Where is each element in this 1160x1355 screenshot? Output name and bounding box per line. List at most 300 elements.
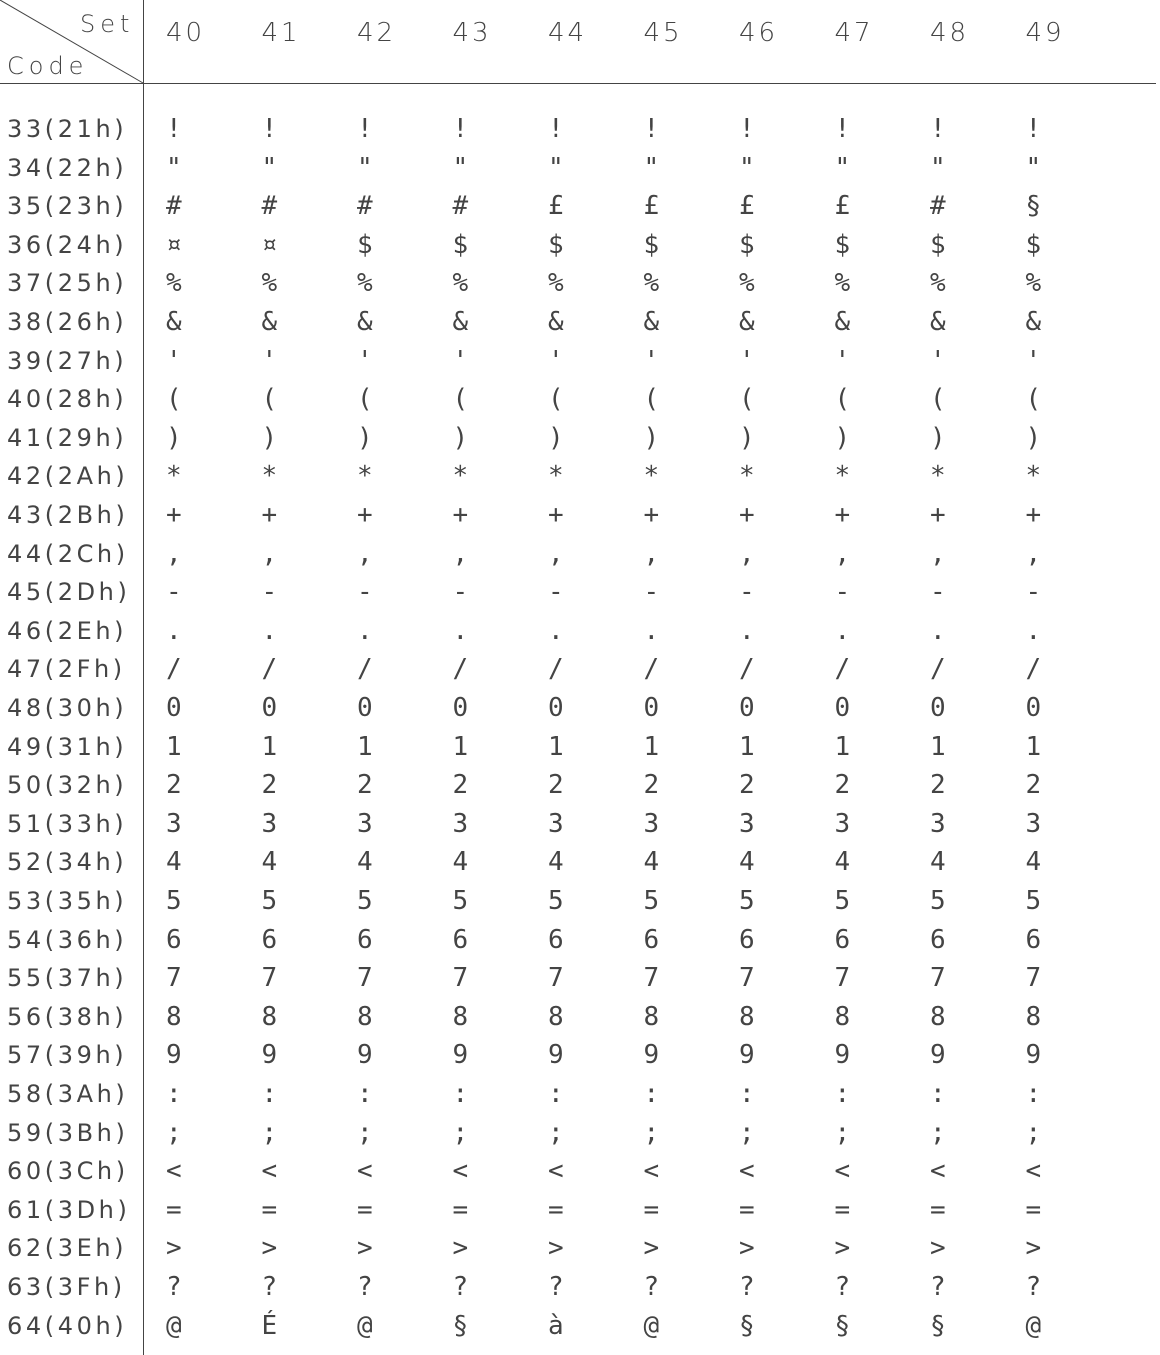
char-cell: 8 — [834, 1001, 851, 1032]
char-cell: . — [739, 615, 755, 646]
char-cell: : — [357, 1079, 373, 1109]
char-cell: % — [930, 268, 946, 299]
char-cell: ) — [166, 422, 182, 453]
char-cell: 3 — [166, 808, 182, 839]
char-cell: + — [643, 500, 660, 530]
char-cell: ; — [166, 1117, 182, 1148]
char-cell: § — [452, 1310, 469, 1341]
char-cell: " — [452, 152, 469, 183]
set-header-44: 44 — [548, 18, 588, 48]
char-cell: = — [643, 1194, 660, 1225]
char-cell: - — [834, 577, 851, 608]
row-code-label: 43(2Bh) — [7, 501, 129, 529]
char-cell: . — [166, 615, 182, 646]
char-cell: 9 — [834, 1040, 851, 1071]
char-cell: 0 — [166, 693, 182, 723]
char-cell: 8 — [548, 1001, 564, 1032]
char-cell: * — [548, 461, 564, 492]
char-cell: - — [452, 577, 469, 608]
char-cell: ) — [452, 422, 469, 453]
char-cell: > — [739, 1233, 755, 1264]
char-cell: 6 — [357, 924, 373, 955]
row-code-label: 39(27h) — [7, 346, 128, 375]
char-cell: 6 — [548, 924, 564, 955]
char-cell: = — [1025, 1194, 1042, 1225]
char-cell: ! — [930, 114, 946, 144]
row-code-label: 34(22h) — [7, 153, 128, 182]
row-code-label: 49(31h) — [7, 732, 128, 761]
code-axis-label: Code — [7, 52, 89, 80]
row-code-label: 46(2Eh) — [7, 616, 128, 645]
char-cell: ' — [452, 345, 469, 376]
char-cell: 2 — [1025, 770, 1042, 801]
char-cell: 0 — [930, 693, 946, 723]
char-cell: 2 — [834, 770, 851, 801]
char-cell: 0 — [452, 693, 469, 723]
char-cell: < — [739, 1156, 755, 1187]
char-cell: : — [548, 1079, 564, 1109]
code-column-divider — [143, 0, 144, 1355]
char-cell: = — [166, 1194, 182, 1225]
char-cell: 2 — [930, 770, 946, 801]
char-cell: ( — [261, 384, 278, 415]
set-header-48: 48 — [930, 18, 970, 48]
char-cell: 7 — [166, 963, 182, 994]
char-cell: 8 — [930, 1001, 946, 1032]
char-cell: 1 — [548, 731, 564, 762]
char-cell: : — [643, 1079, 660, 1109]
row-code-label: 60(3Ch) — [7, 1157, 129, 1186]
char-cell: : — [452, 1079, 469, 1109]
char-cell: 6 — [1025, 924, 1042, 955]
char-cell: * — [452, 461, 469, 492]
char-cell: 1 — [739, 731, 755, 762]
char-cell: % — [739, 268, 755, 299]
row-code-label: 51(33h) — [7, 809, 128, 838]
char-cell: 4 — [739, 847, 755, 878]
char-cell: $ — [452, 229, 469, 260]
char-cell: 8 — [166, 1001, 182, 1032]
char-cell: $ — [834, 229, 851, 260]
char-cell: 9 — [452, 1040, 469, 1071]
char-cell: < — [452, 1156, 469, 1187]
char-cell: ' — [261, 345, 278, 376]
char-cell: % — [166, 268, 182, 299]
char-cell: ! — [739, 114, 755, 144]
char-cell: . — [643, 615, 660, 646]
char-cell: $ — [1025, 229, 1042, 260]
char-cell: + — [1025, 500, 1042, 530]
char-cell: . — [1025, 615, 1042, 646]
char-cell: & — [930, 307, 946, 337]
char-cell: ( — [166, 384, 182, 415]
char-cell: 9 — [357, 1040, 373, 1071]
char-cell: > — [834, 1233, 851, 1264]
row-code-label: 52(34h) — [7, 848, 128, 877]
char-cell: + — [739, 500, 755, 530]
char-cell: $ — [548, 229, 564, 260]
char-cell: ; — [643, 1117, 660, 1148]
char-cell: 9 — [739, 1040, 755, 1071]
char-cell: 4 — [834, 847, 851, 878]
char-cell: & — [834, 307, 851, 337]
char-cell: ¤ — [166, 229, 182, 260]
char-cell: % — [548, 268, 564, 299]
char-cell: . — [261, 615, 278, 646]
set-header-49: 49 — [1025, 18, 1065, 48]
char-cell: 3 — [357, 808, 373, 839]
char-cell: 5 — [643, 886, 660, 916]
char-cell: 9 — [643, 1040, 660, 1071]
char-cell: @ — [166, 1310, 182, 1341]
char-cell: 4 — [357, 847, 373, 878]
char-cell: 9 — [166, 1040, 182, 1071]
row-code-label: 37(25h) — [7, 269, 128, 298]
char-cell: ; — [452, 1117, 469, 1148]
set-header-47: 47 — [834, 18, 874, 48]
char-cell: ? — [357, 1272, 373, 1302]
char-cell: * — [357, 461, 373, 492]
char-cell: " — [643, 152, 660, 183]
char-cell: / — [452, 654, 469, 685]
char-cell: ; — [548, 1117, 564, 1148]
char-cell: & — [643, 307, 660, 337]
char-cell: 6 — [643, 924, 660, 955]
char-cell: - — [1025, 577, 1042, 608]
char-cell: > — [643, 1233, 660, 1264]
char-cell: : — [166, 1079, 182, 1109]
char-cell: ) — [739, 422, 755, 453]
char-cell: & — [548, 307, 564, 337]
char-cell: - — [548, 577, 564, 608]
char-cell: 3 — [643, 808, 660, 839]
char-cell: 4 — [548, 847, 564, 878]
char-cell: % — [1025, 268, 1042, 299]
header-row-divider — [0, 83, 1156, 84]
char-cell: > — [166, 1233, 182, 1264]
char-cell: . — [930, 615, 946, 646]
char-cell: ' — [643, 345, 660, 376]
char-cell: ! — [548, 114, 564, 144]
char-cell: 5 — [166, 886, 182, 916]
char-cell: / — [1025, 654, 1042, 685]
char-cell: ' — [834, 345, 851, 376]
char-cell: 3 — [739, 808, 755, 839]
char-cell: 1 — [834, 731, 851, 762]
char-cell: " — [548, 152, 564, 183]
char-cell: # — [166, 191, 182, 222]
char-cell: 7 — [930, 963, 946, 994]
char-cell: ? — [166, 1272, 182, 1302]
char-cell: = — [739, 1194, 755, 1225]
char-cell: : — [834, 1079, 851, 1109]
char-cell: & — [357, 307, 373, 337]
char-cell: - — [739, 577, 755, 608]
char-cell: 6 — [834, 924, 851, 955]
char-cell: ) — [261, 422, 278, 453]
char-cell: 2 — [166, 770, 182, 801]
char-cell: ( — [930, 384, 946, 415]
char-cell: . — [357, 615, 373, 646]
char-cell: - — [643, 577, 660, 608]
char-cell: 2 — [357, 770, 373, 801]
char-cell: £ — [739, 191, 755, 222]
char-cell: § — [739, 1310, 755, 1341]
char-cell: 0 — [261, 693, 278, 723]
char-cell: 0 — [1025, 693, 1042, 723]
row-code-label: 47(2Fh) — [7, 655, 126, 684]
char-cell: 7 — [357, 963, 373, 994]
row-code-label: 63(3Fh) — [7, 1273, 126, 1301]
char-cell: # — [357, 191, 373, 222]
char-cell: = — [261, 1194, 278, 1225]
char-cell: * — [930, 461, 946, 492]
char-cell: § — [1025, 191, 1042, 222]
char-cell: 2 — [643, 770, 660, 801]
char-cell: , — [357, 538, 373, 569]
char-cell: , — [1025, 538, 1042, 569]
set-header-46: 46 — [739, 18, 779, 48]
char-cell: ? — [261, 1272, 278, 1302]
char-cell: & — [739, 307, 755, 337]
char-cell: 5 — [548, 886, 564, 916]
char-cell: " — [834, 152, 851, 183]
row-code-label: 54(36h) — [7, 925, 128, 954]
char-cell: , — [739, 538, 755, 569]
char-cell: 7 — [261, 963, 278, 994]
char-cell: 3 — [1025, 808, 1042, 839]
char-cell: ( — [739, 384, 755, 415]
row-code-label: 53(35h) — [7, 887, 128, 915]
char-cell: > — [452, 1233, 469, 1264]
char-cell: * — [739, 461, 755, 492]
row-code-label: 59(3Bh) — [7, 1118, 129, 1147]
char-cell: ( — [548, 384, 564, 415]
set-header-45: 45 — [643, 18, 683, 48]
char-cell: 6 — [452, 924, 469, 955]
char-cell: > — [930, 1233, 946, 1264]
char-cell: ? — [452, 1272, 469, 1302]
row-code-label: 56(38h) — [7, 1002, 128, 1031]
char-cell: & — [261, 307, 278, 337]
char-cell: ¤ — [261, 229, 278, 260]
char-cell: ' — [739, 345, 755, 376]
char-cell: 5 — [261, 886, 278, 916]
char-cell: < — [357, 1156, 373, 1187]
char-cell: , — [930, 538, 946, 569]
char-cell: + — [357, 500, 373, 530]
char-cell: 9 — [548, 1040, 564, 1071]
char-cell: 4 — [643, 847, 660, 878]
char-cell: / — [739, 654, 755, 685]
char-cell: - — [261, 577, 278, 608]
char-cell: < — [261, 1156, 278, 1187]
char-cell: ! — [261, 114, 278, 144]
char-cell: " — [1025, 152, 1042, 183]
char-cell: ! — [166, 114, 182, 144]
char-cell: ' — [930, 345, 946, 376]
char-cell: ; — [930, 1117, 946, 1148]
char-cell: # — [452, 191, 469, 222]
char-cell: = — [357, 1194, 373, 1225]
char-cell: ; — [739, 1117, 755, 1148]
char-cell: 9 — [1025, 1040, 1042, 1071]
char-cell: 8 — [261, 1001, 278, 1032]
char-cell: 6 — [166, 924, 182, 955]
row-code-label: 40(28h) — [7, 385, 128, 414]
char-cell: * — [166, 461, 182, 492]
char-cell: 3 — [548, 808, 564, 839]
row-code-label: 64(40h) — [7, 1311, 128, 1340]
char-cell: # — [261, 191, 278, 222]
char-cell: 8 — [739, 1001, 755, 1032]
char-cell: : — [930, 1079, 946, 1109]
char-cell: É — [261, 1310, 278, 1341]
char-cell: 8 — [357, 1001, 373, 1032]
char-cell: ' — [166, 345, 182, 376]
char-cell: ) — [930, 422, 946, 453]
char-cell: * — [1025, 461, 1042, 492]
char-cell: : — [739, 1079, 755, 1109]
row-code-label: 50(32h) — [7, 771, 128, 800]
char-cell: @ — [1025, 1310, 1042, 1341]
row-code-label: 48(30h) — [7, 694, 128, 722]
char-cell: " — [930, 152, 946, 183]
char-cell: 6 — [261, 924, 278, 955]
char-cell: / — [261, 654, 278, 685]
row-code-label: 58(3Ah) — [7, 1080, 129, 1108]
char-cell: , — [548, 538, 564, 569]
char-cell: < — [1025, 1156, 1042, 1187]
char-cell: > — [357, 1233, 373, 1264]
char-cell: + — [834, 500, 851, 530]
char-cell: ! — [452, 114, 469, 144]
char-cell: ? — [739, 1272, 755, 1302]
char-cell: / — [166, 654, 182, 685]
row-code-label: 62(3Eh) — [7, 1234, 128, 1263]
char-cell: : — [261, 1079, 278, 1109]
char-cell: < — [548, 1156, 564, 1187]
char-cell: 9 — [261, 1040, 278, 1071]
char-cell: 4 — [930, 847, 946, 878]
char-cell: + — [930, 500, 946, 530]
char-cell: 7 — [834, 963, 851, 994]
char-cell: $ — [643, 229, 660, 260]
char-cell: 6 — [739, 924, 755, 955]
char-cell: ; — [834, 1117, 851, 1148]
char-cell: ! — [643, 114, 660, 144]
char-cell: ! — [357, 114, 373, 144]
char-cell: / — [357, 654, 373, 685]
char-cell: & — [452, 307, 469, 337]
char-cell: / — [834, 654, 851, 685]
char-cell: à — [548, 1310, 564, 1341]
char-cell: 2 — [452, 770, 469, 801]
row-code-label: 44(2Ch) — [7, 539, 129, 568]
char-cell: ) — [834, 422, 851, 453]
char-cell: ; — [1025, 1117, 1042, 1148]
row-code-label: 38(26h) — [7, 308, 128, 336]
row-code-label: 35(23h) — [7, 192, 128, 221]
char-cell: % — [357, 268, 373, 299]
char-cell: = — [548, 1194, 564, 1225]
row-code-label: 61(3Dh) — [7, 1195, 131, 1224]
set-header-40: 40 — [166, 18, 206, 48]
char-cell: 7 — [548, 963, 564, 994]
char-cell: ) — [643, 422, 660, 453]
char-cell: 5 — [1025, 886, 1042, 916]
char-cell: § — [930, 1310, 946, 1341]
char-cell: 1 — [357, 731, 373, 762]
char-cell: , — [834, 538, 851, 569]
char-cell: 6 — [930, 924, 946, 955]
char-cell: = — [834, 1194, 851, 1225]
char-cell: ! — [1025, 114, 1042, 144]
char-cell: 7 — [452, 963, 469, 994]
char-cell: ( — [357, 384, 373, 415]
char-cell: , — [452, 538, 469, 569]
char-cell: + — [261, 500, 278, 530]
char-cell: ) — [357, 422, 373, 453]
char-cell: ( — [643, 384, 660, 415]
char-cell: 9 — [930, 1040, 946, 1071]
char-cell: ? — [643, 1272, 660, 1302]
char-cell: 1 — [452, 731, 469, 762]
char-cell: @ — [357, 1310, 373, 1341]
char-cell: , — [166, 538, 182, 569]
char-cell: 4 — [452, 847, 469, 878]
char-cell: & — [1025, 307, 1042, 337]
char-cell: * — [834, 461, 851, 492]
char-cell: 0 — [739, 693, 755, 723]
char-cell: . — [834, 615, 851, 646]
row-code-label: 42(2Ah) — [7, 462, 129, 491]
row-code-label: 33(21h) — [7, 115, 128, 143]
char-cell: 3 — [834, 808, 851, 839]
char-cell: % — [452, 268, 469, 299]
char-cell: > — [1025, 1233, 1042, 1264]
char-cell: / — [930, 654, 946, 685]
char-cell: - — [357, 577, 373, 608]
char-cell: ' — [548, 345, 564, 376]
char-cell: , — [643, 538, 660, 569]
char-cell: ? — [834, 1272, 851, 1302]
char-cell: % — [643, 268, 660, 299]
char-cell: , — [261, 538, 278, 569]
char-cell: + — [452, 500, 469, 530]
char-cell: ' — [357, 345, 373, 376]
char-cell: > — [548, 1233, 564, 1264]
set-header-43: 43 — [452, 18, 492, 48]
char-cell: 4 — [166, 847, 182, 878]
char-cell: ; — [357, 1117, 373, 1148]
char-cell: £ — [548, 191, 564, 222]
char-cell: 5 — [357, 886, 373, 916]
char-cell: ( — [452, 384, 469, 415]
char-cell: 1 — [1025, 731, 1042, 762]
char-cell: 2 — [548, 770, 564, 801]
char-cell: 2 — [739, 770, 755, 801]
char-cell: . — [548, 615, 564, 646]
char-cell: / — [548, 654, 564, 685]
char-cell: % — [834, 268, 851, 299]
char-cell: ( — [834, 384, 851, 415]
char-cell: 3 — [930, 808, 946, 839]
char-cell: & — [166, 307, 182, 337]
char-cell: < — [166, 1156, 182, 1187]
char-cell: 8 — [1025, 1001, 1042, 1032]
char-cell: 0 — [834, 693, 851, 723]
